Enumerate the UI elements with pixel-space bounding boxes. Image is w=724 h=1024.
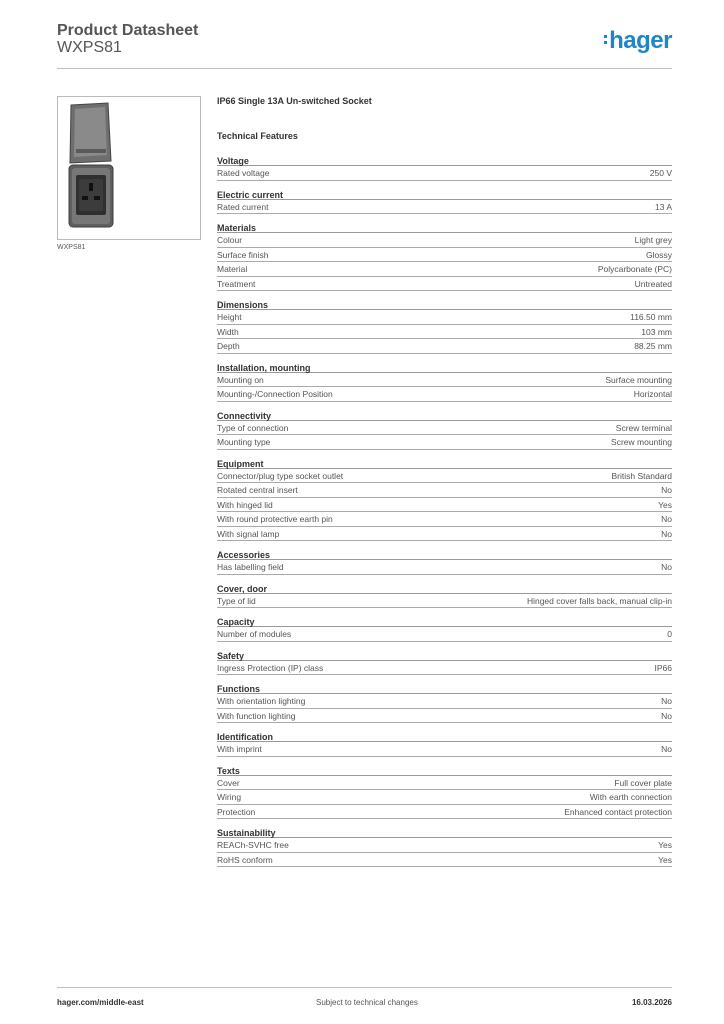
logo-text: hager	[609, 27, 672, 54]
spec-label: Width	[217, 326, 239, 337]
spec-section	[217, 190, 672, 215]
spec-row	[217, 469, 672, 484]
spec-row	[217, 498, 672, 513]
spec-row	[217, 805, 672, 820]
spec-row	[217, 310, 672, 325]
spec-row	[217, 166, 672, 181]
spec-label: With orientation lighting	[217, 696, 306, 706]
spec-value: No	[661, 696, 672, 706]
spec-row	[217, 776, 672, 791]
spec-value: Polycarbonate (PC)	[597, 264, 672, 274]
section-title: Sustainability	[217, 828, 672, 838]
spec-section	[217, 766, 672, 820]
header-divider	[57, 68, 672, 69]
section-title: Capacity	[217, 617, 672, 627]
spec-label: Mounting type	[217, 437, 271, 447]
spec-label: Wiring	[217, 792, 242, 802]
section-title: Cover, door	[217, 584, 672, 594]
section-title: Electric current	[217, 190, 672, 200]
section-title: Accessories	[217, 550, 672, 560]
spec-label: Height	[217, 312, 242, 322]
spec-value: No	[661, 485, 672, 495]
spec-label: With hinged lid	[217, 499, 273, 510]
section-title: Equipment	[217, 459, 672, 469]
hager-logo[interactable]	[604, 28, 672, 54]
spec-row	[217, 560, 672, 575]
footer-divider	[57, 987, 672, 988]
spec-value: IP66	[654, 662, 672, 673]
spec-value: Hinged cover falls back, manual clip-in	[526, 595, 672, 606]
spec-row	[217, 435, 672, 450]
spec-row	[217, 838, 672, 853]
spec-row	[217, 694, 672, 709]
spec-section	[217, 223, 672, 291]
spec-value: No	[661, 710, 672, 721]
spec-label: Rotated central insert	[217, 485, 298, 495]
footer-date: 16.03.2026	[631, 998, 672, 1007]
spec-value: Screw terminal	[615, 422, 672, 433]
spec-row	[217, 233, 672, 248]
technical-features-heading: Technical Features	[217, 131, 298, 141]
spec-row	[217, 200, 672, 215]
spec-label: Ingress Protection (IP) class	[217, 662, 324, 673]
spec-value: 88.25 mm	[634, 341, 672, 351]
spec-value: Full cover plate	[614, 777, 672, 788]
spec-row	[217, 790, 672, 805]
section-title: Safety	[217, 651, 672, 661]
section-title: Installation, mounting	[217, 363, 672, 373]
spec-row	[217, 277, 672, 292]
spec-label: Connector/plug type socket outlet	[217, 470, 344, 481]
spec-label: Protection	[217, 806, 256, 817]
datasheet-content	[217, 96, 672, 867]
section-title: Functions	[217, 684, 672, 694]
section-title: Identification	[217, 732, 672, 742]
spec-section	[217, 156, 672, 181]
socket-illustration	[58, 97, 200, 239]
spec-value: 13 A	[654, 201, 672, 212]
spec-section	[217, 684, 672, 723]
spec-row	[217, 325, 672, 340]
spec-row	[217, 421, 672, 436]
image-caption: WXPS81	[57, 244, 86, 251]
spec-section	[217, 300, 672, 354]
spec-section	[217, 651, 672, 676]
spec-value: Surface mounting	[605, 374, 672, 385]
spec-row	[217, 387, 672, 402]
spec-label: With round protective earth pin	[217, 514, 333, 524]
spec-label: Rated voltage	[217, 168, 270, 178]
document-title: Product Datasheet	[57, 22, 199, 39]
spec-row	[217, 661, 672, 676]
section-title: Texts	[217, 766, 672, 776]
spec-section	[217, 617, 672, 642]
spec-row	[217, 742, 672, 757]
product-image	[57, 96, 201, 240]
spec-label: Mounting-/Connection Position	[217, 389, 333, 399]
spec-value: Enhanced contact protection	[564, 806, 672, 817]
spec-label: Surface finish	[217, 249, 269, 260]
spec-label: Type of connection	[217, 422, 289, 433]
spec-value: 250 V	[649, 168, 672, 178]
spec-row	[217, 512, 672, 527]
spec-value: Yes	[658, 854, 672, 865]
spec-label: Mounting on	[217, 374, 264, 385]
spec-value: 116.50 mm	[630, 312, 672, 322]
spec-row	[217, 248, 672, 263]
spec-value: No	[661, 528, 672, 539]
spec-label: Material	[217, 264, 248, 274]
product-reference: WXPS81	[57, 39, 122, 56]
spec-value: No	[661, 562, 672, 572]
spec-label: With function lighting	[217, 710, 296, 721]
spec-section	[217, 459, 672, 542]
spec-label: Treatment	[217, 278, 256, 289]
spec-label: RoHS conform	[217, 854, 273, 865]
spec-row	[217, 853, 672, 868]
spec-section	[217, 584, 672, 609]
feature-sections	[217, 156, 672, 867]
spec-label: With signal lamp	[217, 528, 280, 539]
page-header	[57, 20, 672, 68]
spec-section	[217, 550, 672, 575]
spec-value: Untreated	[634, 278, 672, 289]
spec-value: No	[661, 514, 672, 524]
spec-label: Depth	[217, 341, 240, 351]
product-name: IP66 Single 13A Un-switched Socket	[217, 96, 372, 106]
spec-label: With imprint	[217, 744, 262, 754]
spec-row	[217, 262, 672, 277]
spec-section	[217, 411, 672, 450]
spec-section	[217, 363, 672, 402]
spec-label: Number of modules	[217, 629, 292, 639]
spec-section	[217, 732, 672, 757]
footer-note: Subject to technical changes	[316, 998, 418, 1007]
spec-row	[217, 483, 672, 498]
spec-value: British Standard	[611, 470, 672, 481]
spec-row	[217, 627, 672, 642]
spec-label: Colour	[217, 235, 243, 245]
section-title: Dimensions	[217, 300, 672, 310]
spec-value: Horizontal	[633, 389, 672, 399]
logo-dots-icon	[604, 35, 607, 47]
spec-value: Screw mounting	[611, 437, 672, 447]
spec-value: 0	[667, 629, 672, 639]
section-title: Materials	[217, 223, 672, 233]
spec-value: With earth connection	[589, 792, 672, 802]
spec-label: REACh-SVHC free	[217, 840, 289, 850]
spec-section	[217, 828, 672, 867]
spec-row	[217, 594, 672, 609]
spec-value: No	[661, 744, 672, 754]
spec-value: Yes	[658, 840, 672, 850]
spec-row	[217, 709, 672, 724]
spec-label: Type of lid	[217, 595, 256, 606]
footer-website-link[interactable]: hager.com/middle-east	[57, 998, 144, 1007]
page-footer	[57, 998, 672, 1010]
spec-label: Cover	[217, 777, 240, 788]
spec-row	[217, 339, 672, 354]
spec-value: 103 mm	[641, 326, 672, 337]
section-title: Voltage	[217, 156, 672, 166]
spec-row	[217, 527, 672, 542]
spec-value: Yes	[658, 499, 672, 510]
spec-label: Has labelling field	[217, 562, 284, 572]
spec-label: Rated current	[217, 201, 269, 212]
section-title: Connectivity	[217, 411, 672, 421]
spec-value: Light grey	[634, 235, 672, 245]
spec-value: Glossy	[646, 249, 672, 260]
spec-row	[217, 373, 672, 388]
